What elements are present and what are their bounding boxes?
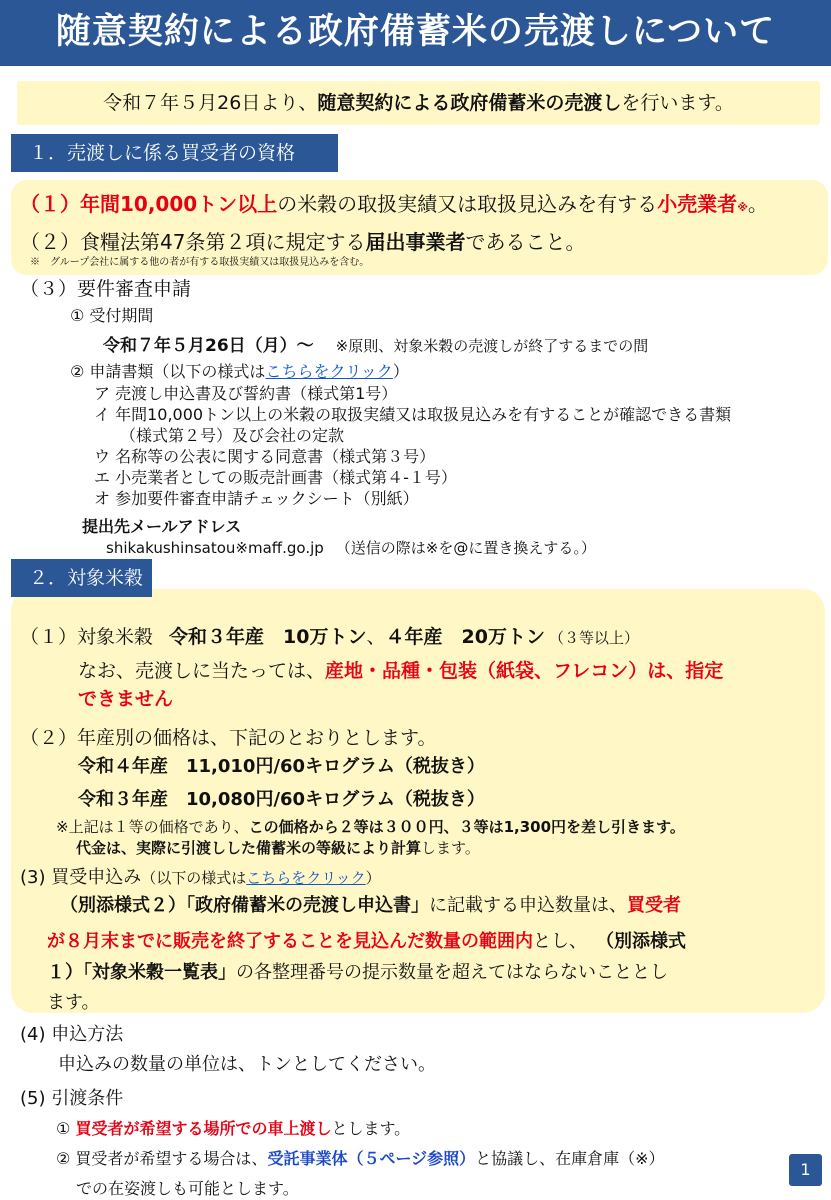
section2-item5-heading: (5) 引渡条件 [20, 1088, 124, 1109]
price-note1: ※上記は１等の価格であり、この価格から２等は３００円、３等は1,300円を差し引きます。 [56, 818, 685, 836]
application-docs-label: ② 申請書類（以下の様式はこちらをクリック） [70, 362, 409, 381]
purchase-line1: （別添様式２）「政府備蓄米の売渡し申込書」に記載する申込数量は、買受者 [60, 895, 681, 916]
purchase-line2: が８月末までに販売を終了することを見込んだ数量の範囲内とし、 （別添様式 [47, 931, 686, 952]
application-method-text: 申込みの数量の単位は、トンとしてください。 [58, 1054, 436, 1075]
page-number: 1 [789, 1154, 822, 1186]
doc-item-i: イ 年間10,000トン以上の米穀の取扱実績又は取扱見込みを有することが確認できる書類 [94, 405, 732, 424]
section2-item1-line1: （１）対象米穀 令和３年産 10万トン、４年産 20万トン （３等以上） [20, 626, 639, 648]
section1-item3-heading: （３）要件審査申請 [20, 278, 192, 300]
price-r3: 令和３年産 10,080円/60キログラム（税抜き） [78, 789, 485, 810]
purchase-line4: ます。 [47, 992, 100, 1013]
section2-item3-heading: (3) 買受申込み（以下の様式はこちらをクリック） [20, 867, 381, 888]
section2-item1-line2: なお、売渡しに当たっては、産地・品種・包装（紙袋、フレコン）は、指定 [78, 660, 724, 682]
section2-item4-heading: (4) 申込方法 [20, 1024, 124, 1045]
section1-item2: （２）食糧法第47条第２項に規定する届出事業者であること。 [20, 230, 586, 254]
section2-header: ２．対象米穀 [11, 559, 152, 597]
delivery-condition1: ① 買受者が希望する場所での車上渡しとします。 [56, 1119, 411, 1138]
purchase-line3: １）「対象米穀一覧表」の各整理番号の提示数量を超えてはならないこととし [47, 962, 668, 983]
reception-period-label: ① 受付期間 [70, 306, 154, 325]
section1-header: １．売渡しに係る買受者の資格 [11, 134, 338, 172]
price-note2: 代金は、実際に引渡しした備蓄米の等級により計算します。 [76, 839, 480, 857]
doc-item-o: オ 参加要件審査申請チェックシート（別紙） [94, 489, 419, 508]
intro-text: 令和７年５月26日より、随意契約による政府備蓄米の売渡しを行います。 [103, 92, 734, 114]
delivery-condition2: ② 買受者が希望する場合は、受託事業体（５ページ参照）と協議し、在庫倉庫（※） [56, 1149, 665, 1168]
delivery-condition2-cont: での在姿渡しも可能とします。 [76, 1179, 299, 1198]
doc-item-i-cont: （様式第２号）及び会社の定款 [120, 426, 345, 445]
section2-item2-heading: （２）年産別の価格は、下記のとおりとします。 [20, 727, 437, 749]
page-title: 随意契約による政府備蓄米の売渡しについて [55, 12, 776, 52]
email-label: 提出先メールアドレス [82, 517, 242, 536]
section1-note: ※ グループ会社に属する他の者が有する取扱実績又は取扱見込みを含む。 [30, 257, 370, 268]
forms-link[interactable]: こちらをクリック [246, 869, 366, 887]
section2-item1-line3: できません [78, 688, 174, 710]
docs-link[interactable]: こちらをクリック [265, 362, 393, 381]
price-r4: 令和４年産 11,010円/60キログラム（税抜き） [78, 756, 485, 777]
email-address: shikakushinsatou※maff.go.jp [106, 539, 324, 557]
reception-period: 令和７年５月26日（月）～ ※原則、対象米穀の売渡しが終了するまでの間 [103, 336, 649, 356]
doc-item-e: エ 小売業者としての販売計画書（様式第４-１号） [94, 468, 457, 487]
doc-item-a: ア 売渡し申込書及び誓約書（様式第1号） [94, 384, 398, 403]
email-line: shikakushinsatou※maff.go.jp （送信の際は※を@に置き換えする。） [106, 539, 596, 557]
doc-item-u: ウ 名称等の公表に関する同意書（様式第３号） [94, 447, 436, 466]
section1-item1: （１）年間10,000トン以上の米穀の取扱実績又は取扱見込みを有する小売業者※。 [20, 192, 768, 216]
